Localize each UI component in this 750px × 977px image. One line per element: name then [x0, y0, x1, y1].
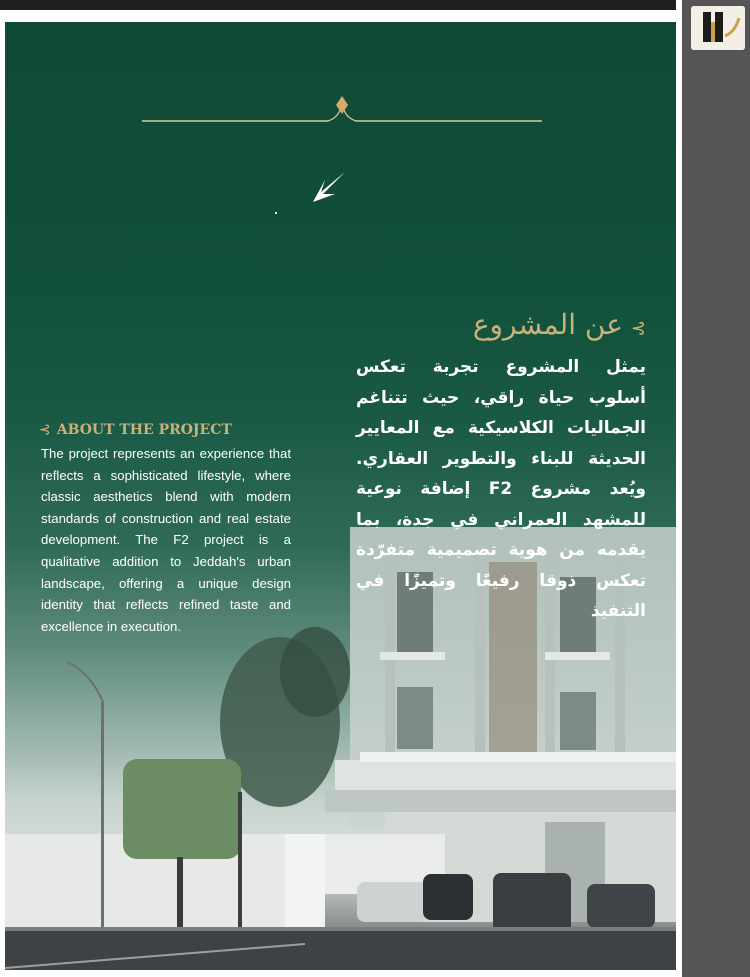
english-paragraph: The project represents an experience that reflects a sophisticated lifestyle, where classic aesthetics blend with modern standards of construction and real estate development. The F2 project is a qualitative addition to Jeddah's urban landscape, offering a unique design identity that reflects refined taste and excellence in execution. — [41, 446, 291, 634]
brochure-page — [5, 22, 676, 970]
arrow-icon — [305, 170, 349, 210]
english-heading-text: ABOUT THE PROJECT — [56, 422, 232, 438]
side-panel — [682, 0, 750, 977]
bird-icon: ⊱ — [630, 318, 646, 339]
arabic-heading-text: عن المشروع — [472, 308, 623, 341]
arabic-paragraph: يمثل المشروع تجربة تعكس أسلوب حياة راقي، حيث تتناغم الجماليات الكلاسيكية مع المعايير الحديثة للبناء والتطوير العقاري. ويُعد مشروع F2 إضافة نوعية للمشهد العمراني في جدة، بما يقدمه من هوية تصميمية متفرّدة تعكس ذوقا رفيعًا وتميزًا في التنفيذ — [356, 357, 646, 621]
english-heading — [39, 418, 299, 442]
decor-dot — [275, 212, 277, 214]
top-bar — [0, 0, 676, 10]
bird-icon: ⊰ — [39, 422, 51, 438]
logo-icon — [691, 6, 745, 50]
ornament-divider — [142, 92, 542, 128]
arabic-heading — [386, 304, 646, 346]
